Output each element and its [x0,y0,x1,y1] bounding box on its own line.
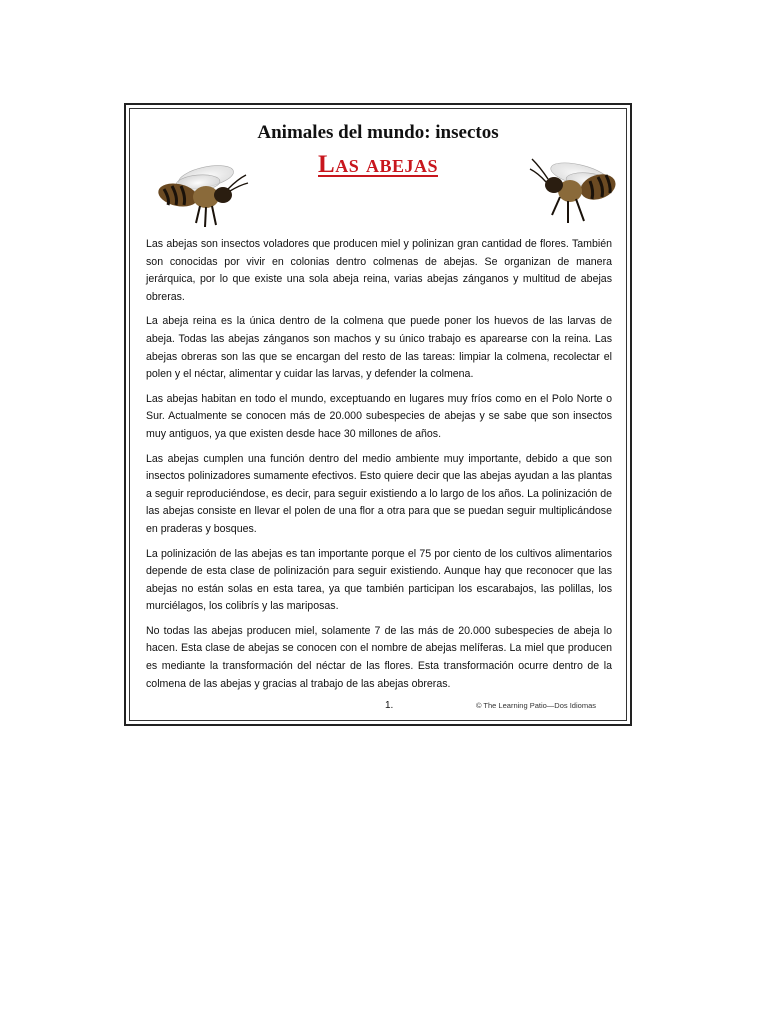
paragraph-4: Las abejas cumplen una función dentro del medio ambiente muy importante, debido a que son insectos polinizadores sumamente efectivos. Esto quiere decir que las abejas ayudan a las plantas a seguir reproduciéndose, es decir, para seguir existiendo a lo largo de los años. La polinización de las abejas consiste en llevar el polen de una flor a otra para que se puedan seguir multiplicándose en praderas y bosques. [146,452,612,535]
paragraph-5: La polinización de las abejas es tan importante porque el 75 por ciento de los cultivos alimentarios depende de esta clase de polinización para seguir existiendo. Aunque hay que reconocer que las abejas no están solas en esta tarea, ya que también participan los escarabajos, las polillas, los murciélagos, los colibrís y las mariposas. [146,547,612,613]
body-text [146,236,612,700]
page-footer [130,697,626,711]
paragraph-6: No todas las abejas producen miel, solamente 7 de las más de 20.000 subespecies de abeja lo hacen. Esta clase de abejas se conocen con el nombre de abejas melíferas. La miel que producen es mediante la transformación del néctar de las flores. Esta transformación ocurre dentro de la colmena de las abejas y gracias al trabajo de las abejas obreras. [146,624,612,690]
worksheet-page [124,103,632,726]
copyright-notice: © The Learning Patio—Dos Idiomas [475,701,596,710]
worksheet-inner-border [129,108,627,721]
paragraph-2: La abeja reina es la única dentro de la colmena que puede poner los huevos de las larvas de abeja. Todas las abejas zánganos son machos y su único trabajo es aparearse con la reina. Las abejas obreras son las que se encargan del resto de las tareas: limpiar la colmena, recolectar el polen y el néctar, alimentar y cuidar las larvas, y defender la colmena. [146,315,612,381]
document-title: Animales del mundo: insectos [257,122,499,143]
bee-illustration-left [148,153,258,233]
page-number: 1. [385,700,394,711]
document-subtitle: Las abejas [318,151,438,178]
paragraph-3: Las abejas habitan en todo el mundo, exceptuando en lugares muy fríos como en el Polo Norte o Sur. Actualmente se conocen más de 20.000 subespecies de abejas y se sabe que son insectos muy antiguos, ya que existen desde hace 30 millones de años. [146,392,612,440]
bee-illustration-right [518,149,628,229]
paragraph-1: Las abejas son insectos voladores que producen miel y polinizan gran cantidad de flores. También son conocidas por vivir en colonias dentro colmenas de abejas. Se organizan de manera jerárquica, por lo que existe una sola abeja reina, varias abejas zánganos y multitud de abejas obreras. [146,238,612,303]
